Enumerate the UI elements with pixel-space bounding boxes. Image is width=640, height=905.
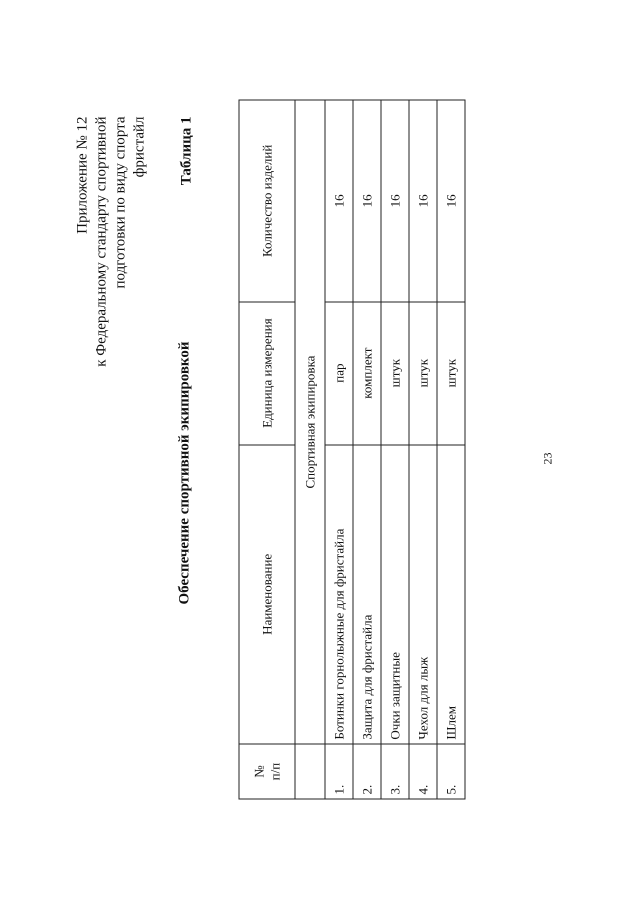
row-unit: пар <box>325 302 353 445</box>
section-spacer <box>295 744 325 799</box>
header-num <box>239 744 295 799</box>
row-unit: штук <box>437 302 465 445</box>
row-name: Чехол для лыж <box>409 445 437 745</box>
row-qty: 16 <box>437 100 465 302</box>
section-row <box>295 100 325 799</box>
header-num-line2: п/п <box>267 762 282 781</box>
row-unit: штук <box>381 302 409 445</box>
appendix-line: фристайл <box>131 116 148 178</box>
appendix-line: подготовки по виду спорта <box>112 116 129 289</box>
table-label: Таблица 1 <box>178 116 195 186</box>
document-title: Обеспечение спортивной экипировкой <box>176 341 193 605</box>
appendix-line: к Федеральному стандарту спортивной <box>93 116 110 367</box>
row-unit: штук <box>409 302 437 445</box>
section-label: Спортивная экипировка <box>295 100 325 744</box>
table-header-row <box>239 100 295 799</box>
table-row <box>437 100 465 799</box>
header-name: Наименование <box>239 445 295 745</box>
row-qty: 16 <box>409 100 437 302</box>
row-name: Ботинки горнолыжные для фристайла <box>325 445 353 745</box>
row-name: Защита для фристайла <box>353 445 381 745</box>
row-num: 1. <box>325 744 353 799</box>
table-row <box>381 100 409 799</box>
equipment-table <box>239 100 466 800</box>
row-name: Очки защитные <box>381 445 409 745</box>
row-unit: комплект <box>353 302 381 445</box>
header-unit: Единица измерения <box>239 302 295 445</box>
row-name: Шлем <box>437 445 465 745</box>
row-num: 2. <box>353 744 381 799</box>
table-row <box>409 100 437 799</box>
row-qty: 16 <box>381 100 409 302</box>
row-qty: 16 <box>325 100 353 302</box>
row-num: 5. <box>437 744 465 799</box>
rotated-page <box>1 0 640 905</box>
page-number: 23 <box>540 452 555 465</box>
header-num-line1: № <box>251 765 266 778</box>
header-qty: Количество изделий <box>239 100 295 302</box>
row-qty: 16 <box>353 100 381 302</box>
table-row <box>353 100 381 799</box>
row-num: 4. <box>409 744 437 799</box>
row-num: 3. <box>381 744 409 799</box>
table-row <box>325 100 353 799</box>
appendix-line: Приложение № 12 <box>74 116 91 234</box>
appendix-header <box>74 117 150 447</box>
